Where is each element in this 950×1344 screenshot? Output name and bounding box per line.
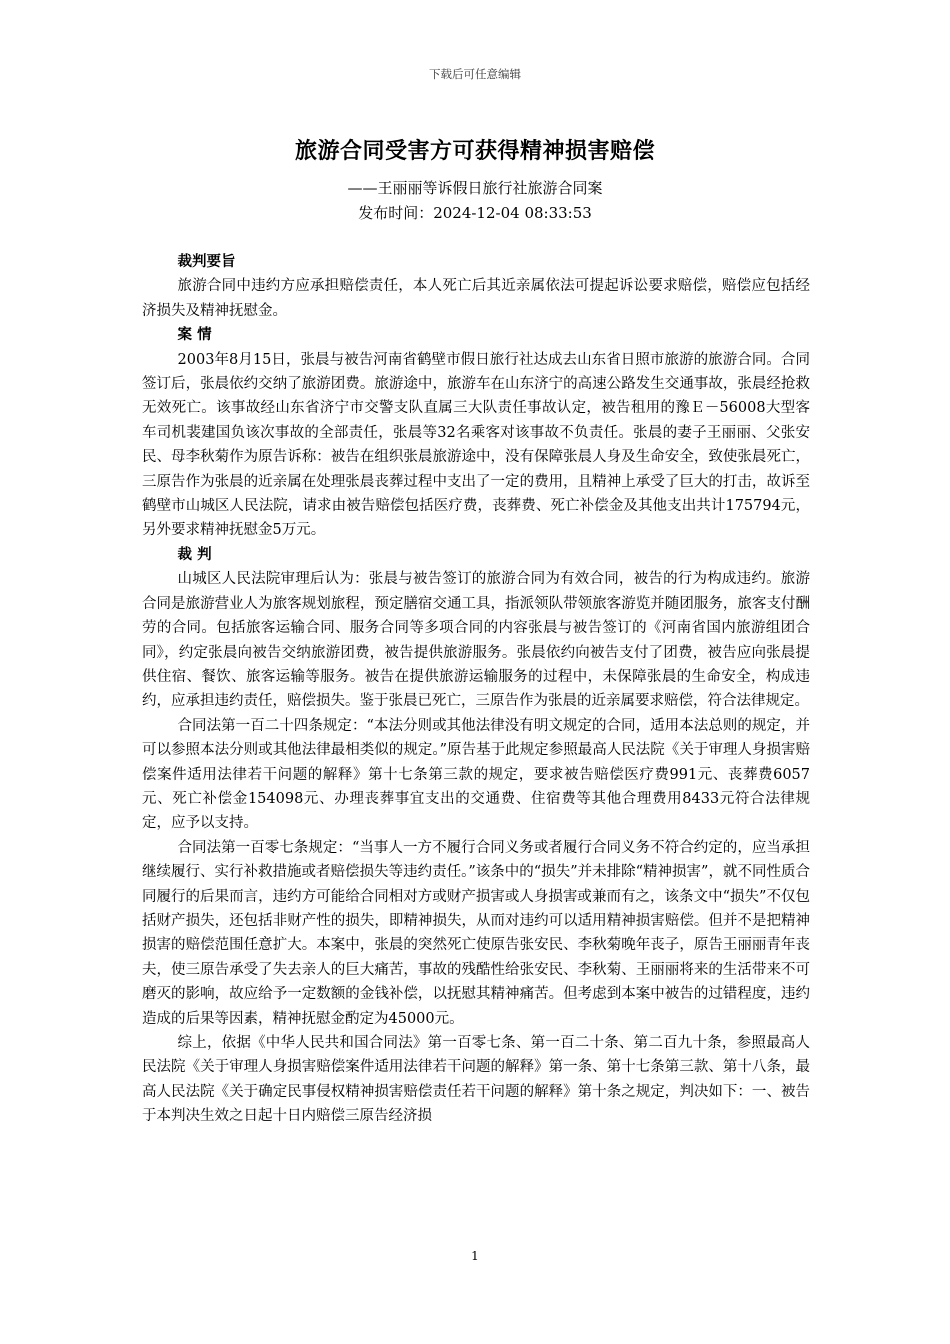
document-body bbox=[142, 250, 810, 1129]
header-note: 下载后可任意编辑 bbox=[429, 67, 521, 81]
section-heading-facts: 案 情 bbox=[177, 327, 212, 344]
section-heading-summary: 裁判要旨 bbox=[177, 254, 236, 270]
section-heading-judgment: 裁 判 bbox=[177, 546, 212, 563]
body-paragraph: 旅游合同中违约方应承担赔偿责任，本人死亡后其近亲属依法可提起诉讼要求赔偿，赔偿应包括经济损失及精神抚慰金。 bbox=[142, 278, 810, 319]
page-number: 1 bbox=[471, 1249, 479, 1263]
document-title: 旅游合同受害方可获得精神损害赔偿 bbox=[294, 138, 655, 164]
body-paragraph: 合同法第一百零七条规定：“当事人一方不履行合同义务或者履行合同义务不符合约定的，应当承担继续履行、实行补救措施或者赔偿损失等违约责任。”该条中的“损失”并未排除“精神损害”，就不同性质合同履行的后果而言，违约方可能给合同相对方或财产损害或人身损害或兼而有之，该条文中“损失”不仅包括财产损失，还包括非财产性的损失，即精神损失，从而对违约可以适用精神损害赔偿。但并不是把精神损害的赔偿范围任意扩大。本案中，张晨的突然死亡使原告张安民、李秋菊晚年丧子，原告王丽丽青年丧夫，使三原告承受了失去亲人的巨大痛苦，事故的残酷性给张安民、李秋菊、王丽丽将来的生活带来不可磨灭的影响，故应给予一定数额的金钱补偿，以抚慰其精神痛苦。但考虑到本案中被告的过错程度，违约造成的后果等因素，精神抚慰金酌定为45000元。 bbox=[142, 839, 810, 1027]
publish-time: 发布时间：2024-12-04 08:33:53 bbox=[358, 204, 592, 222]
body-paragraph: 山城区人民法院审理后认为：张晨与被告签订的旅游合同为有效合同，被告的行为构成违约。旅游合同是旅游营业人为旅客规划旅程，预定膳宿交通工具，指派领队带领旅客游览并随团服务，旅客支付酬劳的合同。包括旅客运输合同、服务合同等多项合同的内容张晨与被告签订的《河南省国内旅游组团合同》，约定张晨向被告交纳旅游团费，被告提供旅游服务。张晨依约向被告支付了团费，被告应向张晨提供住宿、餐饮、旅客运输等服务。被告在提供旅游运输服务的过程中，未保障张晨的生命安全，构成违约，应承担违约责任，赔偿损失。鉴于张晨已死亡，三原告作为张晨的近亲属要求赔偿，符合法律规定。 bbox=[142, 571, 810, 710]
document-subtitle: ——王丽丽等诉假日旅行社旅游合同案 bbox=[347, 179, 603, 197]
body-paragraph: 综上，依据《中华人民共和国合同法》第一百零七条、第一百二十条、第二百九十条，参照最高人民法院《关于审理人身损害赔偿案件适用法律若干问题的解释》第一条、第十七条第三款、第十八条，最高人民法院《关于确定民事侵权精神损害赔偿责任若干问题的解释》第十条之规定，判决如下：一、被告于本判决生效之日起十日内赔偿三原告经济损 bbox=[142, 1035, 810, 1125]
body-paragraph: 合同法第一百二十四条规定：“本法分则或其他法律没有明文规定的合同，适用本法总则的规定，并可以参照本法分则或其他法律最相类似的规定。”原告基于此规定参照最高人民法院《关于审理人身损害赔偿案件适用法律若干问题的解释》第十七条第三款的规定，要求被告赔偿医疗费991元、丧葬费6057元、死亡补偿金154098元、办理丧葬事宜支出的交通费、住宿费等其他合理费用8433元符合法律规定，应予以支持。 bbox=[142, 717, 810, 832]
body-paragraph: 2003年8月15日，张晨与被告河南省鹤壁市假日旅行社达成去山东省日照市旅游的旅游合同。合同签订后，张晨依约交纳了旅游团费。旅游途中，旅游车在山东济宁的高速公路发生交通事故，张晨经抢救无效死亡。该事故经山东省济宁市交警支队直属三大队责任事故认定，被告租用的豫Ｅ－56008大型客车司机裴建国负该次事故的全部责任，张晨等32名乘客对该事故不负责任。张晨的妻子王丽丽、父张安民、母李秋菊作为原告诉称：被告在组织张晨旅游途中，没有保障张晨人身及生命安全，致使张晨死亡，三原告作为张晨的近亲属在处理张晨丧葬过程中支出了一定的费用，且精神上承受了巨大的打击，故诉至鹤壁市山城区人民法院，请求由被告赔偿包括医疗费，丧葬费、死亡补偿金及其他支出共计175794元，另外要求精神抚慰金5万元。 bbox=[142, 351, 810, 539]
